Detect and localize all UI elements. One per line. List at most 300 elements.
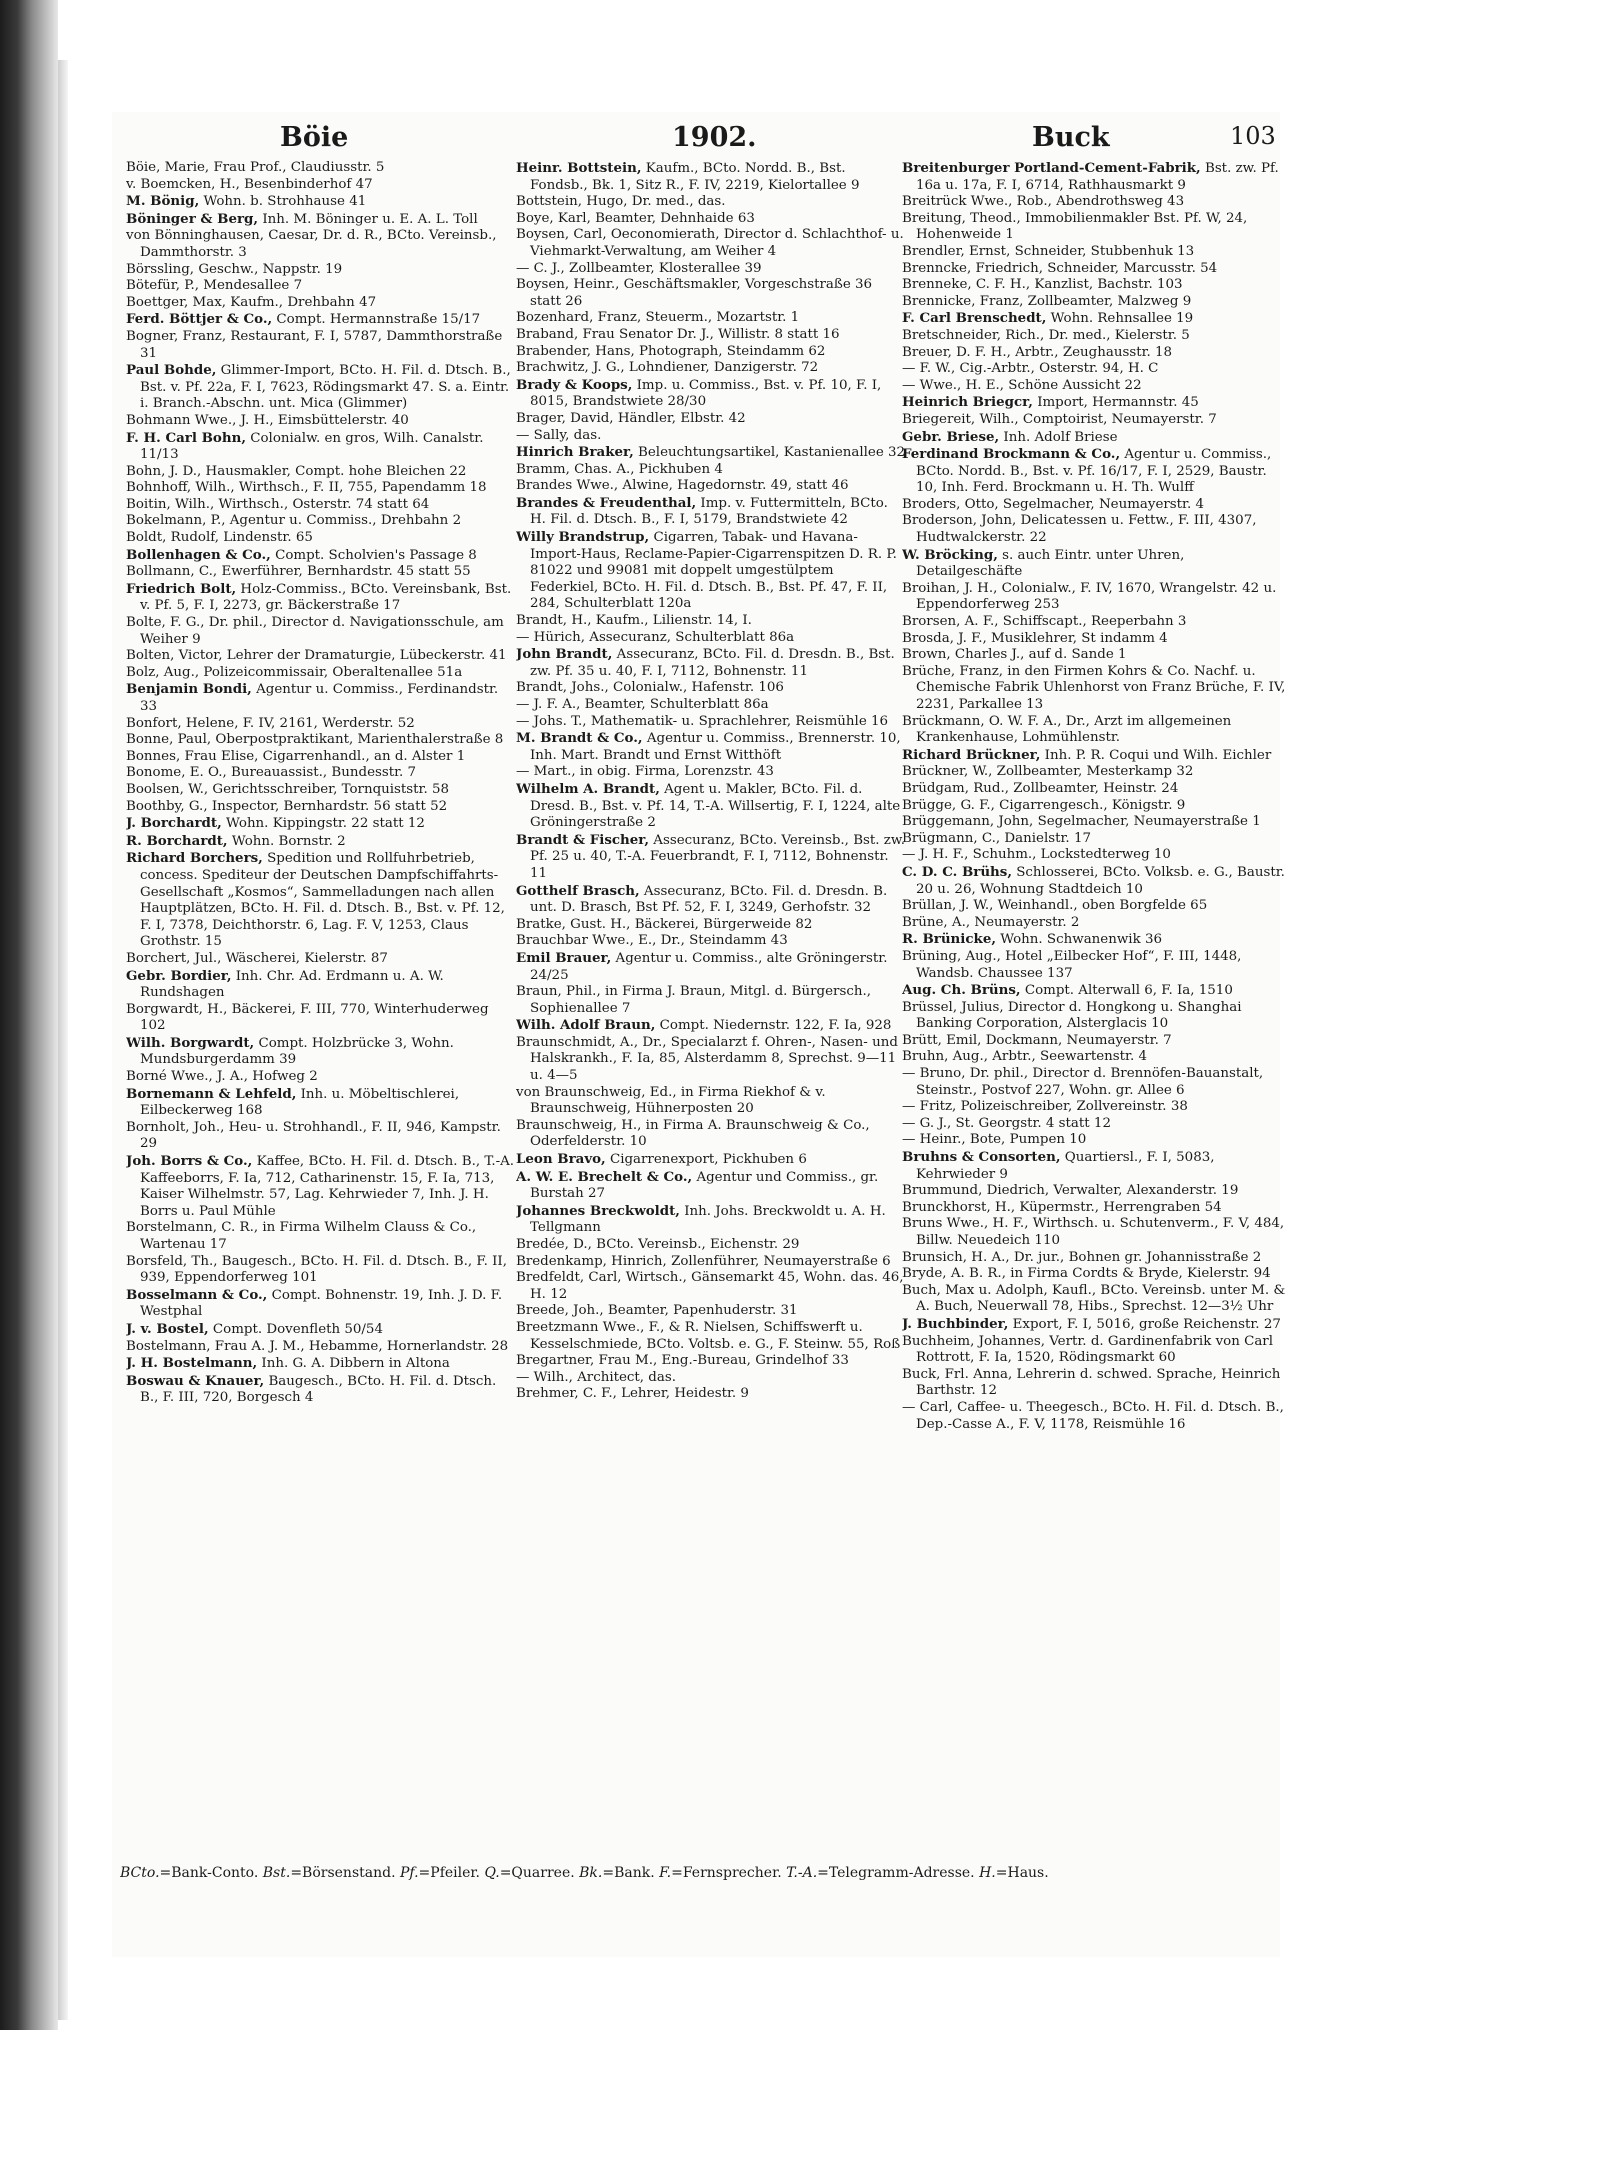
entry-firm-name: Ferd. Böttjer & Co., [126,311,273,328]
directory-entry [902,244,1292,261]
directory-entry [516,360,906,377]
entry-text: Braband, Frau Senator Dr. J., Willistr. 8 statt 16 [516,326,840,342]
directory-entry [126,581,516,615]
directory-entry [516,764,906,781]
directory-entry [902,1049,1292,1066]
directory-entry [902,647,1292,664]
directory-entry [902,1200,1292,1217]
entry-firm-name: Johannes Breckwoldt, [516,1202,680,1219]
entry-text: Böie, Marie, Frau Prof., Claudiusstr. 5 [126,160,385,175]
directory-entry [902,949,1292,982]
entry-text: Brennicke, Franz, Zollbeamter, Malzweg 9 [902,293,1192,309]
entry-text: — C. J., Zollbeamter, Klosterallee 39 [516,260,762,276]
directory-entry [902,1033,1292,1050]
entry-firm-name: J. v. Bostel, [126,1320,209,1337]
entry-firm-name: Aug. Ch. Brüns, [902,982,1021,999]
legend-meaning: =Quarree. [499,1865,580,1881]
entry-text: Compt. Niedernstr. 122, F. Ia, 928 [655,1018,892,1034]
directory-entry [516,261,906,278]
entry-text: Bollmann, C., Ewerführer, Bernhardstr. 45 statt 55 [126,564,471,580]
entry-firm-name: Brandes & Freudenthal, [516,494,697,511]
entry-text: — Wilh., Architect, das. [516,1369,676,1385]
directory-entry [126,1254,516,1287]
directory-entry [126,311,516,329]
entry-text: Brorsen, A. F., Schiffscapt., Reeperbahn 3 [902,614,1187,630]
directory-entry [902,631,1292,648]
entry-text: Brüdgam, Rud., Zollbeamter, Heinstr. 24 [902,780,1179,796]
directory-entry [516,529,906,613]
directory-entry [516,917,906,934]
directory-entry [126,160,516,177]
entry-text: Brosda, J. F., Musiklehrer, St indamm 4 [902,630,1168,646]
entry-text: Bogner, Franz, Restaurant, F. I, 5787, Dammthorstraße 31 [126,328,503,361]
entry-text: Colonialw. en gros, Wilh. Canalstr. 11/13 [140,430,484,463]
directory-entry [516,730,906,764]
entry-firm-name: Gebr. Briese, [902,428,1000,445]
legend-abbr: T.-A. [786,1865,818,1881]
entry-text: Bohmann Wwe., J. H., Eimsbüttelerstr. 40 [126,412,409,428]
entry-text: Wohn. Schwanenwik 36 [996,932,1163,948]
legend-abbr: Bst. [262,1865,291,1881]
entry-text: — Johs. T., Mathematik- u. Sprachlehrer, Reismühle 16 [516,713,889,729]
entry-text: Breitung, Theod., Immobilienmakler Bst. Pf. W, 24, Hohenweide 1 [902,210,1248,243]
entry-text: Bohnhoff, Wilh., Wirthsch., F. II, 755, Papendamm 18 [126,480,487,496]
abbreviation-legend [120,1864,1280,1882]
entry-text: Brown, Charles J., auf d. Sande 1 [902,647,1127,663]
entry-text: Brenncke, Friedrich, Schneider, Marcusstr. 54 [902,260,1218,276]
entry-text: Bregartner, Frau M., Eng.-Bureau, Grindelhof 33 [516,1353,849,1369]
entry-text: Briegereit, Wilh., Comptoirist, Neumayerstr. 7 [902,411,1217,427]
directory-entry [516,411,906,428]
entry-text: Brütt, Emil, Dockmann, Neumayerstr. 7 [902,1032,1172,1048]
directory-entry [516,1203,906,1237]
entry-text: Bretschneider, Rich., Dr. med., Kielerstr. 5 [902,327,1190,343]
entry-text: Inh. Johs. Breckwoldt u. A. H. Tellgmann [530,1203,886,1236]
directory-entry [516,194,906,211]
directory-entry [516,1085,906,1118]
entry-firm-name: J. Borchardt, [126,815,222,832]
entry-firm-name: F. Carl Brenschedt, [902,310,1047,327]
directory-entry [902,1132,1292,1149]
directory-entry [126,295,516,312]
entry-text: Agentur u. Commiss., Ferdinandstr. 33 [140,682,499,714]
entry-text: — Carl, Caffee- u. Theegesch., BCto. H. Fil. d. Dtsch. B., Dep.-Casse A., F. V, 1178, Reismühle 16 [902,1399,1284,1432]
directory-entry [902,378,1292,395]
directory-entry [516,781,906,832]
entry-text: Compt. Scholvien's Passage 8 [270,547,477,563]
entry-firm-name: Breitenburger Portland-Cement-Fabrik, [902,160,1201,176]
directory-entry [516,277,906,310]
entry-text: Brandes Wwe., Alwine, Hagedornstr. 49, statt 46 [516,478,849,494]
entry-text: Breitrück Wwe., Rob., Abendrothsweg 43 [902,194,1185,210]
entry-text: Compt. Bohnenstr. 19, Inh. J. D. F. Westphal [140,1287,503,1320]
directory-entry [516,1118,906,1151]
directory-entry [902,581,1292,614]
entry-firm-name: M. Brandt & Co., [516,730,643,747]
legend-meaning: =Pfeiler. [418,1865,485,1881]
entry-text: Braun, Phil., in Firma J. Braun, Mitgl. d. Bürgersch., Sophienallee 7 [516,984,871,1016]
scan-page-gutter [58,60,68,2020]
legend-abbr: Q. [484,1865,500,1881]
entry-text: Agentur u. Commiss., alte Gröningerstr. 24/25 [530,950,888,983]
entry-text: Bredenkamp, Hinrich, Zollenführer, Neumayerstraße 6 [516,1253,891,1269]
directory-entry [516,428,906,445]
directory-entry [516,211,906,228]
directory-entry [516,697,906,714]
directory-entry [902,211,1292,244]
directory-entry [516,444,906,462]
entry-firm-name: John Brandt, [516,646,613,663]
directory-entry [516,1035,906,1085]
entry-text: Inh. Adolf Briese [999,429,1118,445]
directory-entry [902,446,1292,497]
directory-entry [126,211,516,229]
directory-entry [902,345,1292,362]
entry-firm-name: Brady & Koops, [516,376,633,393]
directory-entry [126,564,516,581]
directory-entry [126,513,516,530]
entry-text: Boysen, Heinr., Geschäftsmakler, Vorgeschstraße 36 statt 26 [516,277,873,309]
entry-text: Holz-Commiss., BCto. Vereinsbank, Bst. v. Pf. 5, F. I, 2273, gr. Bäckerstraße 17 [140,581,512,614]
legend-meaning: =Bank. [602,1865,660,1881]
entry-text: Agentur u. Commiss., BCto. Nordd. B., Bst. v. Pf. 16/17, F. I, 2529, Baustr. 10, Inh. Ferd. Brockmann u. H. Th. Wulff [916,447,1272,496]
directory-entry [516,377,906,411]
entry-firm-name: Bornemann & Lehfeld, [126,1085,297,1102]
entry-text: Broihan, J. H., Colonialw., F. IV, 1670, Wrangelstr. 42 u. Eppendorferweg 253 [902,580,1277,613]
directory-entry [126,228,516,261]
entry-firm-name: Wilh. Adolf Braun, [516,1017,656,1034]
directory-entry [902,931,1292,949]
entry-text: Compt. Dovenfleth 50/54 [208,1321,383,1337]
directory-entry [902,614,1292,631]
directory-entry [126,665,516,682]
entry-text: von Bönninghausen, Caesar, Dr. d. R., BCto. Vereinsb., Dammthorstr. 3 [126,228,497,260]
entry-text: — F. W., Cig.-Arbtr., Osterstr. 94, H. C [902,361,1159,377]
directory-entry [126,1355,516,1373]
directory-entry [516,1386,906,1403]
entry-text: Compt. Hermannstraße 15/17 [272,312,481,328]
directory-entry [516,950,906,984]
entry-text: Spedition und Rollfuhrbetrieb, concess. Spediteur der Deutschen Dampfschiffahrts-Gesellschaft „Kosmos“, Sammelladungen nach allen Hauptplätzen, BCto. H. Fil. d. Dtsch. B., Bst. v. Pf. 12, F. I, 7378, Deichthorstr. 6, Lag. F. V, 1253, Claus Grothstr. 15 [140,851,505,950]
directory-entry [902,394,1292,412]
entry-firm-name: Wilh. Borgwardt, [126,1034,255,1051]
directory-entry [516,1320,906,1353]
entry-firm-name: Benjamin Bondi, [126,681,252,698]
entry-text: Bruhn, Aug., Arbtr., Seewartenstr. 4 [902,1049,1147,1065]
entry-text: Brüllan, J. W., Weinhandl., oben Borgfelde 65 [902,898,1208,914]
directory-entry [902,1066,1292,1099]
entry-text: Bolte, F. G., Dr. phil., Director d. Navigationsschule, am Weiher 9 [126,615,504,647]
entry-firm-name: F. H. Carl Bohn, [126,429,246,446]
column-2 [516,160,906,1856]
directory-entry [516,1370,906,1387]
directory-entry [516,714,906,731]
directory-entry [902,1116,1292,1133]
entry-text: Bottstein, Hugo, Dr. med., das. [516,194,726,210]
entry-text: Boettger, Max, Kaufm., Drehbahn 47 [126,294,377,310]
entry-text: Bötefür, P., Mendesallee 7 [126,278,303,294]
directory-entry [126,547,516,565]
entry-text: Agent u. Makler, BCto. Fil. d. Dresd. B., Bst. v. Pf. 14, T.-A. Willsertig, F. I, 1224, alte Gröningerstraße 2 [530,781,901,831]
directory-entry [516,1237,906,1254]
directory-entry [902,497,1292,514]
column-3 [902,160,1292,1856]
directory-entry [126,1287,516,1321]
entry-text: Assecuranz, BCto. Vereinsb., Bst. zw. Pf. 25 u. 40, T.-A. Feuerbrandt, F. I, 7112, Bohnenstr. 11 [530,832,905,881]
entry-text: — J. H. F., Schuhm., Lockstedterweg 10 [902,847,1171,863]
entry-text: Inh. P. R. Coqui und Wilh. Eichler [1040,747,1272,763]
directory-entry [126,716,516,733]
directory-entry [902,747,1292,765]
entry-text: Brabender, Hans, Photograph, Steindamm 62 [516,343,826,359]
entry-text: Boye, Karl, Beamter, Dehnhaide 63 [516,210,755,226]
entry-text: v. Boemcken, H., Besenbinderhof 47 [126,176,373,192]
entry-text: Bramm, Chas. A., Pickhuben 4 [516,461,723,477]
directory-entry [126,329,516,362]
directory-entry [516,495,906,529]
entry-firm-name: R. Brünicke, [902,931,996,948]
entry-firm-name: C. D. C. Brühs, [902,863,1012,880]
entry-text: Brehmer, C. F., Lehrer, Heidestr. 9 [516,1386,749,1402]
directory-entry [516,933,906,950]
entry-text: Bruns Wwe., H. F., Wirthsch. u. Schutenverm., F. V, 484, Billw. Neuedeich 110 [902,1216,1285,1248]
entry-text: Assecuranz, BCto. Fil. d. Dresdn. B. unt. D. Brasch, Bst Pf. 52, F. I, 3249, Gerhofstr. 32 [530,883,888,916]
entry-text: Brenneke, C. F. H., Kanzlist, Bachstr. 103 [902,277,1183,293]
entry-text: Kaffee, BCto. H. Fil. d. Dtsch. B., T.-A. Kaffeeborrs, F. Ia, 712, Catharinenstr. 15, F. Ia, 713, Kaiser Wilhelmstr. 57, Lag. Kehrwieder 7, Inh. J. H. Borrs u. Paul Mühle [140,1154,515,1219]
entry-text: Bonne, Paul, Oberpostpraktikant, Marienthalerstraße 8 [126,732,504,748]
entry-text: Agentur und Commiss., gr. Burstah 27 [530,1169,879,1202]
entry-text: Wohn. Kippingstr. 22 statt 12 [221,816,425,832]
entry-text: — J. F. A., Beamter, Schulterblatt 86a [516,697,769,712]
entry-text: Brandt, H., Kaufm., Lilienstr. 14, I. [516,613,752,629]
entry-text: s. auch Eintr. unter Uhren, Detailgeschäfte [916,547,1185,580]
directory-page [112,112,1286,1957]
legend-meaning: =Fernsprecher. [671,1865,787,1881]
entry-text: Buchheim, Johannes, Vertr. d. Gardinenfabrik von Carl Rottrott, F. Ia, 1520, Rödingsmarkt 60 [902,1333,1273,1366]
entry-text: Breuer, D. F. H., Arbtr., Zeughausstr. 18 [902,344,1173,360]
directory-entry [126,1321,516,1339]
entry-text: Breetzmann Wwe., F., & R. Nielsen, Schiffswerft u. Kesselschmiede, BCto. Voltsb. e. G., F. Steinw. 55, Roß [516,1319,901,1352]
column-1 [126,160,516,1856]
entry-text: Brendler, Ernst, Schneider, Stubbenhuk 13 [902,243,1195,259]
entry-text: Quartiersl., F. I, 5083, Kehrwieder 9 [916,1150,1215,1182]
entry-firm-name: Friedrich Bolt, [126,580,237,597]
entry-text: Borsfeld, Th., Baugesch., BCto. H. Fil. d. Dtsch. B., F. II, 939, Eppendorferweg 101 [126,1253,507,1286]
entry-firm-name: A. W. E. Brechelt & Co., [516,1168,693,1185]
entry-text: — Hürich, Assecuranz, Schulterblatt 86a [516,629,795,645]
legend-abbr: Pf. [399,1865,419,1881]
directory-entry [126,951,516,968]
entry-firm-name: Ferdinand Brockmann & Co., [902,446,1121,463]
directory-entry [516,680,906,697]
entry-text: Braunschweig, H., in Firma A. Braunschweig & Co., Oderfelderstr. 10 [516,1117,870,1150]
directory-entry [516,613,906,630]
entry-text: Inh. G. A. Dibbern in Altona [257,1356,450,1372]
entry-firm-name: Bruhns & Consorten, [902,1149,1061,1166]
entry-text: von Braunschweig, Ed., in Firma Riekhof & v. Braunschweig, Hühnerposten 20 [516,1084,826,1117]
directory-entry [126,681,516,715]
entry-text: Borné Wwe., J. A., Hofweg 2 [126,1069,318,1085]
directory-entry [516,646,906,680]
directory-entry [516,883,906,917]
entry-text: Broders, Otto, Segelmacher, Neumayerstr. 4 [902,496,1204,512]
directory-entry [126,278,516,295]
entry-text: Glimmer-Import, BCto. H. Fil. d. Dtsch. B., Bst. v. Pf. 22a, F. I, 7623, Rödingsmarkt 47. S. a. Eintr. i. Branch.-Abschn. unt. Mica (Glimmer) [140,363,511,412]
entry-text: Agentur u. Commiss., Brennerstr. 10, Inh. Mart. Brandt und Ernst Witthöft [530,731,901,763]
entry-text: Boysen, Carl, Oeconomierath, Director d. Schlachthof- u. Viehmarkt-Verwaltung, am Weiher 4 [516,227,904,259]
legend-meaning: =Haus. [995,1865,1049,1881]
directory-entry [126,1035,516,1069]
directory-entry [126,413,516,430]
entry-firm-name: Boswau & Knauer, [126,1372,265,1389]
entry-text: Borstelmann, C. R., in Firma Wilhelm Clauss & Co., Wartenau 17 [126,1220,477,1252]
directory-entry [126,430,516,464]
directory-entry [126,464,516,481]
entry-firm-name: Wilhelm A. Brandt, [516,780,660,797]
entry-text: Wohn. b. Strohhause 41 [199,194,367,210]
directory-entry [902,547,1292,581]
entry-text: Bratke, Gust. H., Bäckerei, Bürgerweide 82 [516,916,813,932]
directory-entry [126,1002,516,1035]
entry-text: Boolsen, W., Gerichtsschreiber, Tornquiststr. 58 [126,781,450,797]
directory-entry [902,982,1292,1000]
entry-text: Bredée, D., BCto. Vereinsb., Eichenstr. 29 [516,1237,800,1252]
entry-text: — Mart., in obig. Firma, Lorenzstr. 43 [516,764,774,780]
entry-text: Buck, Frl. Anna, Lehrerin d. schwed. Sprache, Heinrich Barthstr. 12 [902,1366,1281,1399]
entry-text: Brüssel, Julius, Director d. Hongkong u. Shanghai Banking Corporation, Alsterglacis 10 [902,999,1242,1032]
page-number: 103 [1230,122,1276,150]
directory-entry [902,310,1292,328]
entry-firm-name: Hinrich Braker, [516,444,634,461]
directory-entry [516,1151,906,1169]
entry-text: Beleuchtungsartikel, Kastanienallee 32 [633,445,906,461]
directory-entry [126,815,516,833]
directory-entry [126,615,516,648]
legend-abbr: BCto. [120,1865,160,1881]
directory-entry [516,1254,906,1271]
directory-entry [902,664,1292,714]
entry-text: Inh. M. Böninger u. E. A. L. Toll [258,211,478,227]
entry-firm-name: J. Buchbinder, [902,1315,1009,1332]
directory-entry [902,513,1292,546]
entry-firm-name: Paul Bohde, [126,362,217,379]
entry-text: Baugesch., BCto. H. Fil. d. Dtsch. B., F. III, 720, Borgesch 4 [140,1373,497,1406]
entry-text: Bostelmann, Frau A. J. M., Hebamme, Hornerlandstr. 28 [126,1338,509,1354]
directory-entry [126,1373,516,1407]
directory-entry [902,1099,1292,1116]
entry-text: Imp. v. Futtermitteln, BCto. H. Fil. d. Dtsch. B., F. I, 5179, Brandstwiete 42 [530,495,888,528]
directory-entry [902,915,1292,932]
entry-text: Bonfort, Helene, F. IV, 2161, Werderstr. 52 [126,715,415,731]
entry-text: Wohn. Bornstr. 2 [227,833,346,849]
entry-text: Import, Hermannstr. 45 [1032,395,1199,411]
entry-firm-name: Joh. Borrs & Co., [126,1153,253,1170]
directory-entry [902,798,1292,815]
entry-text: Brummund, Diedrich, Verwalter, Alexanderstr. 19 [902,1183,1239,1199]
directory-entry [516,462,906,479]
legend-abbr: F. [659,1865,672,1881]
directory-entry [516,630,906,647]
header-year: 1902. [672,122,757,153]
directory-entry [516,1017,906,1035]
entry-text: — Sally, das. [516,427,602,443]
entry-firm-name: Leon Bravo, [516,1151,606,1168]
directory-entry [902,1400,1292,1433]
directory-entry [902,864,1292,898]
entry-text: Boothby, G., Inspector, Bernhardstr. 56 statt 52 [126,798,448,814]
directory-entry [516,160,906,194]
directory-entry [902,831,1292,848]
directory-entry [516,832,906,883]
entry-firm-name: Bollenhagen & Co., [126,546,271,563]
entry-text: Compt. Holzbrücke 3, Wohn. Mundsburgerdamm 39 [140,1035,454,1068]
entry-firm-name: Emil Brauer, [516,949,612,966]
directory-entry [126,833,516,851]
directory-entry [126,193,516,211]
directory-entry [902,1000,1292,1033]
directory-entry [126,1220,516,1253]
directory-entry [902,1367,1292,1400]
entry-text: Braunschmidt, A., Dr., Specialarzt f. Ohren-, Nasen- und Halskrankh., F. Ia, 85, Alsterdamm 8, Sprechst. 9—11 u. 4—5 [516,1034,898,1084]
directory-entry [126,362,516,413]
directory-entry [902,1149,1292,1183]
directory-entry [126,749,516,766]
entry-firm-name: Gebr. Bordier, [126,967,232,984]
entry-text: Export, F. I, 5016, große Reichenstr. 27 [1008,1316,1281,1332]
entry-text: — Wwe., H. E., Schöne Aussicht 22 [902,377,1142,393]
directory-entry [126,968,516,1002]
entry-text: Börssling, Geschw., Nappstr. 19 [126,261,343,277]
entry-firm-name: Gotthelf Brasch, [516,882,640,899]
directory-entry [126,497,516,514]
entry-firm-name: Böninger & Berg, [126,210,259,227]
entry-text: Cigarrenexport, Pickhuben 6 [605,1152,807,1168]
directory-entry [902,714,1292,747]
legend-abbr: H. [979,1865,996,1881]
entry-text: Bryde, A. B. R., in Firma Cordts & Bryde, Kielerstr. 94 [902,1266,1271,1282]
entry-text: Brachwitz, J. G., Lohndiener, Danzigerstr. 72 [516,360,819,376]
entry-text: Buch, Max u. Adolph, Kaufl., BCto. Vereinsb. unter M. & A. Buch, Neuerwall 78, Hibs., Sprechst. 12—3½ Uhr [902,1282,1286,1315]
directory-entry [902,781,1292,798]
entry-firm-name: R. Borchardt, [126,832,228,849]
entry-firm-name: Heinr. Bottstein, [516,160,642,176]
entry-text: Compt. Alterwall 6, F. Ia, 1510 [1020,983,1233,999]
entry-firm-name: Willy Brandstrup, [516,529,650,546]
entry-text: Bornholt, Joh., Heu- u. Strohhandl., F. II, 946, Kampstr. 29 [126,1119,501,1152]
entry-text: Broderson, John, Delicatessen u. Fettw., F. III, 4307, Hudtwalckerstr. 22 [902,513,1257,546]
directory-entry [902,847,1292,864]
directory-entry [126,1339,516,1356]
entry-text: — G. J., St. Georgstr. 4 statt 12 [902,1115,1111,1131]
entry-text: Brückmann, O. W. F. A., Dr., Arzt im allgemeinen Krankenhause, Lohmühlenstr. [902,713,1232,746]
entry-text: Bokelmann, P., Agentur u. Commiss., Drehbahn 2 [126,513,462,529]
entry-text: Inh. u. Möbeltischlerei, Eilbeckerweg 168 [140,1086,460,1119]
directory-entry [902,1283,1292,1316]
directory-entry [516,310,906,327]
entry-firm-name: W. Bröcking, [902,546,998,563]
directory-entry [126,648,516,665]
entry-firm-name: M. Bönig, [126,193,200,210]
directory-entry [126,262,516,279]
directory-entry [126,850,516,951]
entry-text: Cigarren, Tabak- und Havana-Import-Haus, Reclame-Papier-Cigarrenspitzen D. R. P. 81022 und 99081 mit doppelt umgestülptem Federkiel, BCto. H. Fil. d. Dtsch. B., Bst. Pf. 47, F. II, 284, Schulterblatt 120a [530,530,897,612]
legend-meaning: =Telegramm-Adresse. [817,1865,980,1881]
entry-text: Boldt, Rudolf, Lindenstr. 65 [126,530,313,546]
directory-entry [902,1216,1292,1249]
entry-text: Bozenhard, Franz, Steuerm., Mozartstr. 1 [516,310,800,326]
entry-text: Brüche, Franz, in den Firmen Kohrs & Co. Nachf. u. Chemische Fabrik Uhlenhorst von Franz Brüche, F. IV, 2231, Parkallee 13 [902,663,1286,712]
directory-entry [126,1086,516,1120]
